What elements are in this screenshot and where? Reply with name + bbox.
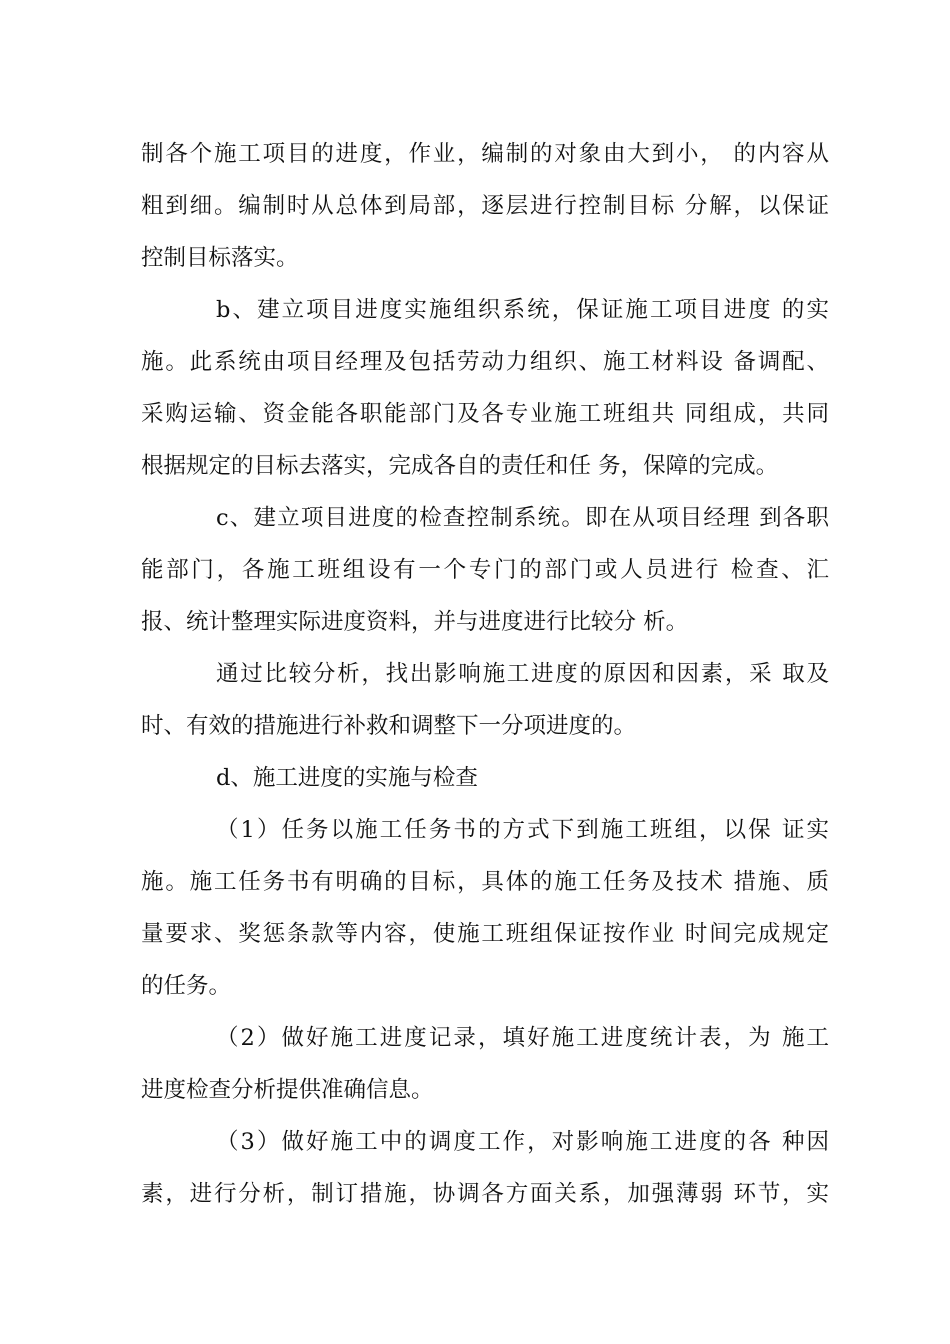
text-line: 报、统计整理实际进度资料，并与进度进行比较分 析。 [141,609,689,635]
text-line: 量要求、奖惩条款等内容，使施工班组保证按作业 时间完成规定 [141,921,829,947]
paragraph-start-line: 通过比较分析，找出影响施工进度的原因和因素，采 取及 [216,661,829,687]
paragraph-start-line: （3）做好施工中的调度工作，对影响施工进度的各 种因 [216,1129,829,1155]
text-line: 时、有效的措施进行补救和调整下一分项进度的。 [141,713,637,739]
text-line: 粗到细。编制时从总体到局部，逐层进行控制目标 分解，以保证 [141,193,829,219]
text-line: 素，进行分析，制订措施，协调各方面关系，加强薄弱 环节，实 [141,1181,829,1207]
text-line: 制各个施工项目的进度，作业，编制的对象由大到小， 的内容从 [141,141,829,167]
paragraph-start-line: （2）做好施工进度记录，填好施工进度统计表，为 施工 [216,1025,829,1051]
text-line: 采购运输、资金能各职能部门及各专业施工班组共 同组成，共同 [141,401,829,427]
paragraph-start-line: （1）任务以施工任务书的方式下到施工班组，以保 证实 [216,817,829,843]
paragraph-start-line: b、建立项目进度实施组织系统，保证施工项目进度 的实 [216,297,829,323]
text-line: 的任务。 [141,973,232,999]
text-line: 控制目标落实。 [141,245,299,271]
text-line: 能部门，各施工班组设有一个专门的部门或人员进行 检查、汇 [141,557,829,583]
section-heading: d、施工进度的实施与检查 [216,765,478,791]
text-line: 根据规定的目标去落实，完成各自的责任和任 务，保障的完成。 [141,453,779,479]
paragraph-start-line: c、建立项目进度的检查控制系统。即在从项目经理 到各职 [216,505,829,531]
text-line: 进度检查分析提供准确信息。 [141,1077,434,1103]
text-line: 施。施工任务书有明确的目标，具体的施工任务及技术 措施、质 [141,869,829,895]
text-line: 施。此系统由项目经理及包括劳动力组织、施工材料设 备调配、 [141,349,829,375]
